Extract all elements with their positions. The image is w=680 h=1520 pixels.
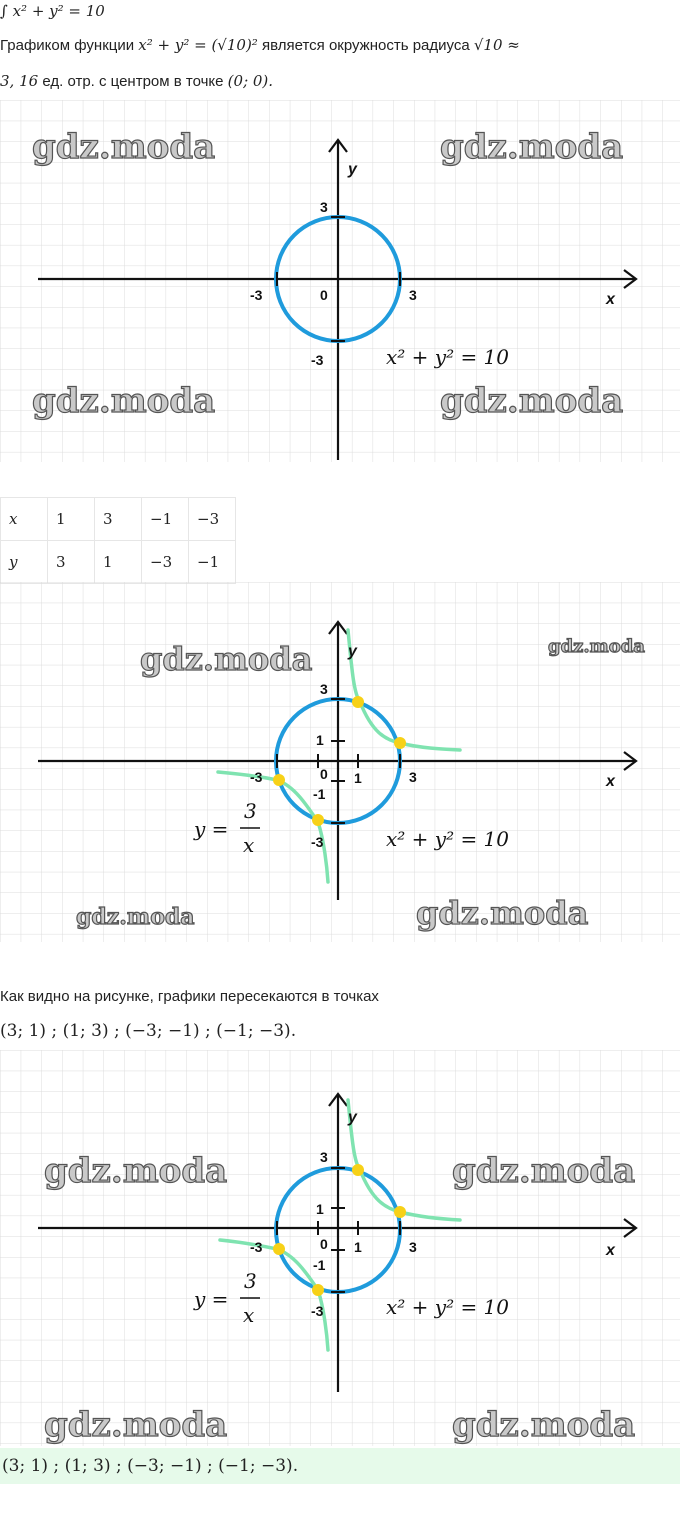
intersection-point — [312, 1284, 324, 1296]
hyperbola-lhs: y = — [194, 817, 229, 841]
intro-radius: √10 ≈ — [473, 36, 520, 54]
figure-final-graph — [0, 1050, 680, 1446]
table-cell: −1 — [142, 498, 189, 541]
intersection-point — [273, 1243, 285, 1255]
x-axis-label: x — [606, 291, 615, 308]
circle-equation: x² + y² = 10 — [386, 827, 510, 851]
intro-text-3: ед. отр. с центром в точке — [38, 73, 228, 90]
table-cell: −3 — [189, 498, 236, 541]
table-cell: x — [1, 498, 48, 541]
watermark: gdz.moda — [32, 127, 216, 167]
watermark: gdz.moda — [140, 640, 313, 678]
label-y-neg3: -3 — [311, 352, 324, 368]
intro-equation: x² + y² = (√10)² — [138, 36, 258, 54]
circle-equation: x² + y² = 10 — [386, 345, 510, 369]
intersection-point — [312, 814, 324, 826]
table-row — [1, 541, 236, 584]
label-x-neg3: -3 — [250, 769, 263, 785]
label-x-3: 3 — [409, 769, 417, 785]
label-origin: 0 — [320, 287, 328, 303]
watermark: gdz.moda — [32, 381, 216, 421]
watermark: gdz.moda — [452, 1405, 636, 1445]
label-x-1: 1 — [354, 770, 362, 786]
circle-equation: x² + y² = 10 — [386, 1295, 510, 1319]
x-axis-label: x — [606, 773, 615, 790]
table-cell: 1 — [95, 541, 142, 584]
intro-text: Графиком функции — [0, 37, 139, 54]
table-row — [1, 498, 236, 541]
label-y-neg3: -3 — [311, 834, 324, 850]
label-x-3: 3 — [409, 287, 417, 303]
task-equation: ∫ x² + y² = 10 — [0, 2, 105, 20]
watermark: gdz.moda — [440, 127, 624, 167]
label-y-neg1: -1 — [313, 1257, 326, 1273]
figure-intersection-graph — [0, 582, 680, 942]
intro-center-point: (0; 0). — [227, 72, 274, 90]
watermark: gdz.moda — [44, 1405, 228, 1445]
label-y-3: 3 — [320, 199, 328, 215]
intro-line-3 — [0, 70, 273, 93]
hyperbola-denominator: x — [243, 1303, 255, 1327]
label-y-neg1: -1 — [313, 786, 326, 802]
hyperbola-denominator: x — [243, 833, 255, 857]
x-axis-label: x — [606, 1242, 615, 1259]
task-header — [0, 0, 105, 22]
label-x-neg3: -3 — [250, 1239, 263, 1255]
label-y-1: 1 — [316, 1201, 324, 1217]
table-cell: 1 — [48, 498, 95, 541]
watermark: gdz.moda — [76, 904, 195, 930]
watermark: gdz.moda — [548, 636, 645, 657]
label-origin: 0 — [320, 766, 328, 782]
intersection-point — [394, 1206, 406, 1218]
figure-circle-graph — [0, 100, 680, 462]
label-y-neg3: -3 — [311, 1303, 324, 1319]
grid-background — [0, 1050, 680, 1446]
table-cell: 3 — [95, 498, 142, 541]
intro-text-2: является окружность радиуса — [257, 37, 474, 54]
table-cell: −1 — [189, 541, 236, 584]
conclusion-text: Как видно на рисунке, графики пересекаются в точках — [0, 988, 379, 1005]
table-cell: 3 — [48, 541, 95, 584]
watermark: gdz.moda — [452, 1151, 636, 1191]
watermark: gdz.moda — [440, 381, 624, 421]
intersection-point — [394, 737, 406, 749]
label-origin: 0 — [320, 1236, 328, 1252]
hyperbola-lhs: y = — [194, 1287, 229, 1311]
table-cell: y — [1, 541, 48, 584]
answer-text: (3; 1) ; (1; 3) ; (−3; −1) ; (−1; −3). — [2, 1456, 299, 1476]
watermark: gdz.moda — [44, 1151, 228, 1191]
y-axis-label: y — [348, 1109, 357, 1126]
y-axis-label: y — [348, 161, 357, 178]
table-cell: −3 — [142, 541, 189, 584]
label-y-3: 3 — [320, 681, 328, 697]
intro-radius-value: 3, 16 — [0, 72, 39, 90]
intersection-point — [352, 1164, 364, 1176]
hyperbola-numerator: 3 — [244, 799, 257, 823]
values-table — [0, 497, 236, 584]
intersection-point — [273, 774, 285, 786]
intersection-point — [352, 696, 364, 708]
intro-line-2 — [0, 34, 520, 57]
conclusion-points: (3; 1) ; (1; 3) ; (−3; −1) ; (−1; −3). — [0, 1021, 297, 1041]
hyperbola-numerator: 3 — [244, 1269, 257, 1293]
y-axis-label: y — [348, 643, 357, 660]
label-x-3: 3 — [409, 1239, 417, 1255]
label-y-1: 1 — [316, 732, 324, 748]
watermark: gdz.moda — [416, 894, 589, 932]
label-y-3: 3 — [320, 1149, 328, 1165]
label-x-neg3: -3 — [250, 287, 263, 303]
answer-box — [0, 1448, 680, 1484]
label-x-1: 1 — [354, 1239, 362, 1255]
